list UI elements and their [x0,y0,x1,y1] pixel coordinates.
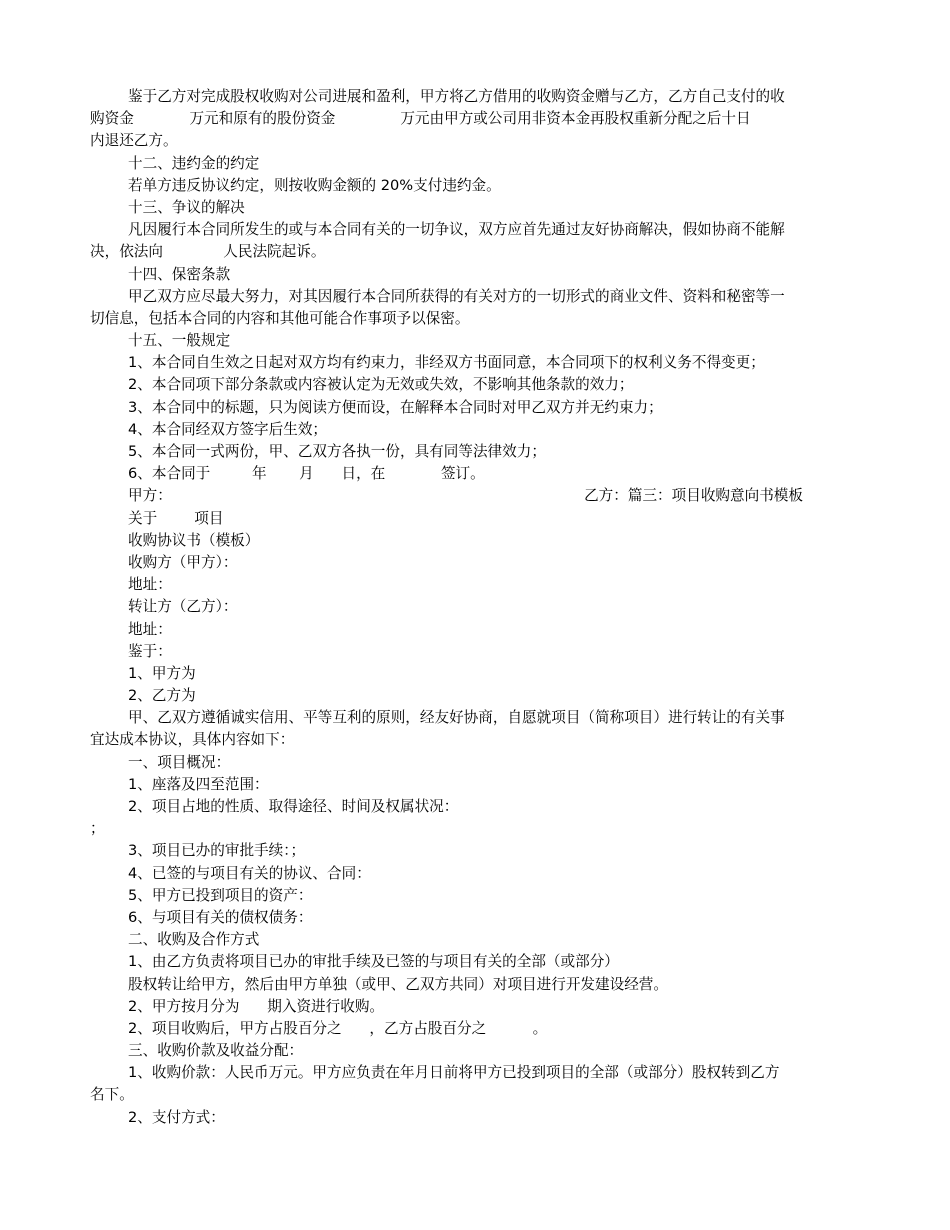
paragraph-line: ； [90,820,105,838]
document-page [90,86,865,1129]
section-heading: 十三、争议的解决 [128,198,245,216]
list-item: 3、本合同中的标题，只为阅读方便而设，在解释本合同时对甲乙双方并无约束力； [128,398,663,416]
list-item: 2、乙方为 [128,687,196,705]
list-item: 5、本合同一式两份，甲、乙双方各执一份，具有同等法律效力； [128,443,546,460]
list-item: 2、支付方式： [128,1108,225,1126]
list-item: 5、甲方已投到项目的资产： [128,886,313,904]
list-item: 1、座落及四至范围： [128,775,269,793]
list-item: 1、本合同自生效之日起对双方均有约束力，非经双方书面同意，本合同项下的权利义务不得变更； [128,354,765,372]
paragraph-line: 鉴于： [128,642,172,660]
paragraph-line: 购资金 万元和原有的股份资金 万元由甲方或公司用非资本金再股权重新分配之后十日 [90,110,751,128]
field-label: 转让方（乙方）： [128,598,238,616]
field-label: 收购方（甲方）： [128,553,238,571]
section-heading: 十五、一般规定 [128,332,231,350]
paragraph-line: 内退还乙方。 [90,132,178,150]
section-heading: 二、收购及合作方式 [128,931,260,949]
paragraph-line: 鉴于乙方对完成股权收购对公司进展和盈利，甲方将乙方借用的收购资金赠与乙方，乙方自己支付的收 [128,88,785,105]
paragraph-line: 凡因履行本合同所发生的或与本合同有关的一切争议，双方应首先通过友好协商解决，假如协商不能解 [128,221,785,239]
paragraph-line: 甲、乙双方遵循诚实信用、平等互利的原则，经友好协商，自愿就项目（简称项目）进行转让的有关事 [128,709,785,727]
document-title-line: 关于 项目 [128,509,224,527]
signature-row [90,485,865,507]
list-item: 1、甲方为 [128,664,196,682]
list-item: 1、收购价款：人民币万元。甲方应负责在年月日前将甲方已投到项目的全部（或部分）股权转到乙方 [128,1064,780,1082]
paragraph-line: 切信息，包括本合同的内容和其他可能合作事项予以保密。 [90,309,470,327]
list-item: 2、项目收购后，甲方占股百分之 ，乙方占股百分之 。 [128,1019,548,1037]
party-b-label: 乙方：篇三：项目收购意向书模板 [584,487,803,505]
party-a-label: 甲方： [128,487,172,505]
list-item: 4、本合同经双方签字后生效； [128,420,328,438]
field-label: 地址： [128,620,172,638]
paragraph-line: 甲乙双方应尽最大努力，对其因履行本合同所获得的有关对方的一切形式的商业文件、资料和秘密等一 [128,287,785,305]
list-item: 6、与项目有关的债权债务： [128,908,313,926]
list-item: 2、本合同项下部分条款或内容被认定为无效或失效，不影响其他条款的效力； [128,376,634,394]
list-item: 4、已签的与项目有关的协议、合同： [128,864,371,882]
list-item: 3、项目已办的审批手续：； [128,842,306,860]
paragraph-line: 股权转让给甲方，然后由甲方单独（或甲、乙双方共同）对项目进行开发建设经营。 [128,975,668,993]
list-item: 2、甲方按月分为 期入资进行收购。 [128,997,385,1015]
section-heading: 三、收购价款及收益分配： [128,1042,304,1060]
paragraph-line: 决，依法向 人民法院起诉。 [90,243,326,261]
paragraph-line: 宜达成本协议，具体内容如下： [90,731,295,749]
paragraph-line: 名下。 [90,1086,134,1104]
section-heading: 十二、违约金的约定 [128,154,260,172]
paragraph-line: 若单方违反协议约定，则按收购金额的 20%支付违约金。 [128,176,501,194]
section-heading: 一、项目概况： [128,753,231,771]
list-item: 6、本合同于 年 月 日，在 签订。 [128,465,485,483]
document-title-line: 收购协议书（模板） [128,531,260,549]
list-item: 1、由乙方负责将项目已办的审批手续及已签的与项目有关的全部（或部分） [128,953,619,971]
section-heading: 十四、保密条款 [128,265,231,283]
field-label: 地址： [128,576,172,594]
list-item: 2、项目占地的性质、取得途径、时间及权属状况： [128,798,459,815]
